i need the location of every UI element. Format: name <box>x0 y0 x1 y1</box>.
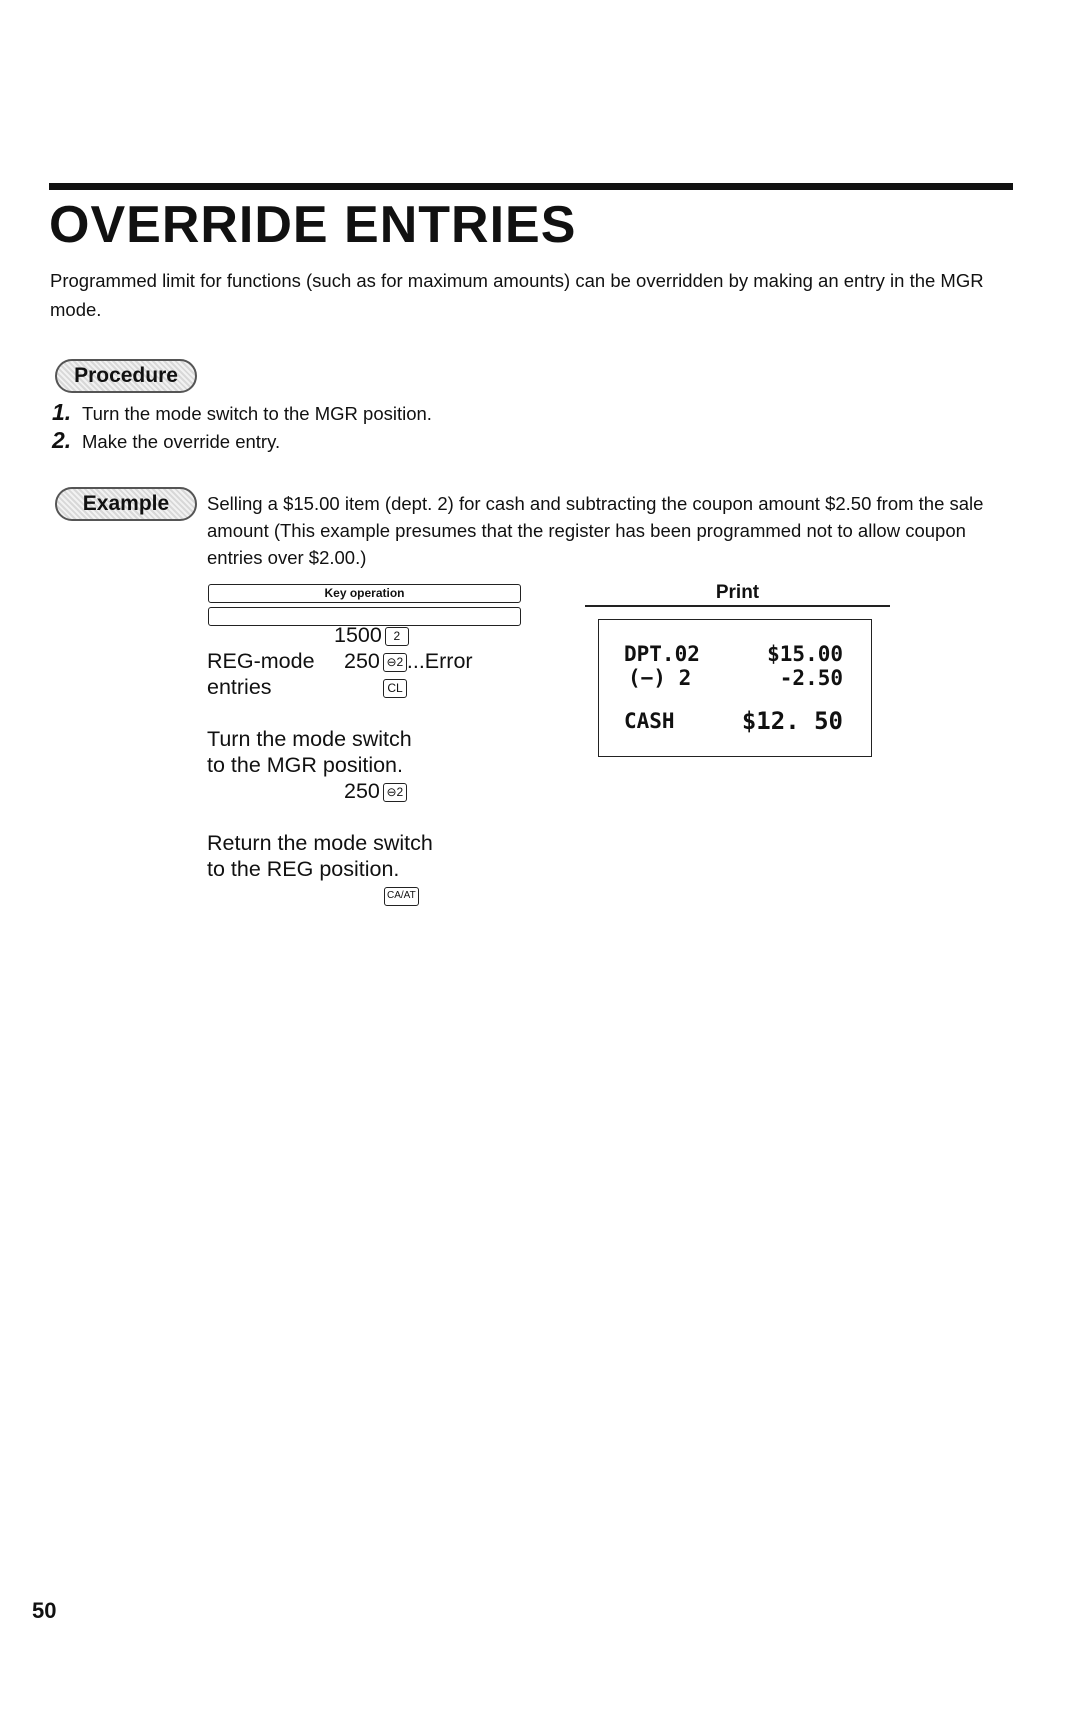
procedure-step <box>52 427 432 455</box>
receipt-coupon-label: (−) 2 <box>628 666 692 690</box>
clear-key-icon: CL <box>383 679 407 698</box>
key-line-1-value: 1500 <box>334 623 382 647</box>
error-text: ...Error <box>406 649 473 673</box>
mgr-key-value: 250 <box>344 779 380 803</box>
procedure-step <box>52 399 432 427</box>
receipt-dept-label: DPT.02 <box>624 642 700 666</box>
receipt-dept-amount: $15.00 <box>767 642 843 666</box>
reg-instruction-1: Return the mode switch <box>207 831 433 855</box>
key-line-2-value: 250 <box>344 649 380 673</box>
procedure-steps <box>52 399 432 455</box>
title-rule <box>49 183 1013 190</box>
page-title: OVERRIDE ENTRIES <box>49 196 577 254</box>
step-number: 2. <box>52 427 72 453</box>
key-line-1 <box>334 622 409 648</box>
mgr-instruction-1: Turn the mode switch <box>207 727 412 751</box>
example-badge: Example <box>55 487 197 521</box>
receipt-coupon-amount: -2.50 <box>779 666 843 690</box>
reg-mode-label: REG-mode <box>207 649 315 673</box>
mgr-instruction-2: to the MGR position. <box>207 753 403 777</box>
coupon-key-icon: ⊖2 <box>383 783 407 802</box>
entries-label: entries <box>207 675 272 699</box>
example-description: Selling a $15.00 item (dept. 2) for cash and subtracting the coupon amount $2.50 from the sale amount (This example presumes that the register has been programmed not to allow coupon entries over $2.00.) <box>207 493 984 568</box>
receipt-cash-amount: $12. 50 <box>741 707 843 735</box>
coupon-key-icon: ⊖2 <box>383 653 407 672</box>
step-number: 1. <box>52 399 72 425</box>
key-line-2 <box>344 648 473 674</box>
intro-paragraph: Programmed limit for functions (such as for maximum amounts) can be overridden by making an entry in the MGR mode. <box>50 270 984 320</box>
step-text: Make the override entry. <box>82 431 281 452</box>
key-line-3 <box>383 674 407 700</box>
procedure-badge: Procedure <box>55 359 197 393</box>
receipt-cash-label: CASH <box>624 709 675 733</box>
cash-key-icon: CA/AT <box>384 887 419 906</box>
step-text: Turn the mode switch to the MGR position. <box>82 403 432 424</box>
reg-instruction-2: to the REG position. <box>207 857 400 881</box>
receipt-print <box>598 619 872 757</box>
dept-2-key-icon: 2 <box>385 627 409 646</box>
mgr-key-line <box>344 778 407 804</box>
print-header: Print <box>715 582 760 603</box>
print-underline <box>585 605 890 607</box>
final-key-line <box>384 882 419 908</box>
page-number: 50 <box>32 1598 57 1623</box>
key-operation-header: Key operation <box>208 584 521 603</box>
